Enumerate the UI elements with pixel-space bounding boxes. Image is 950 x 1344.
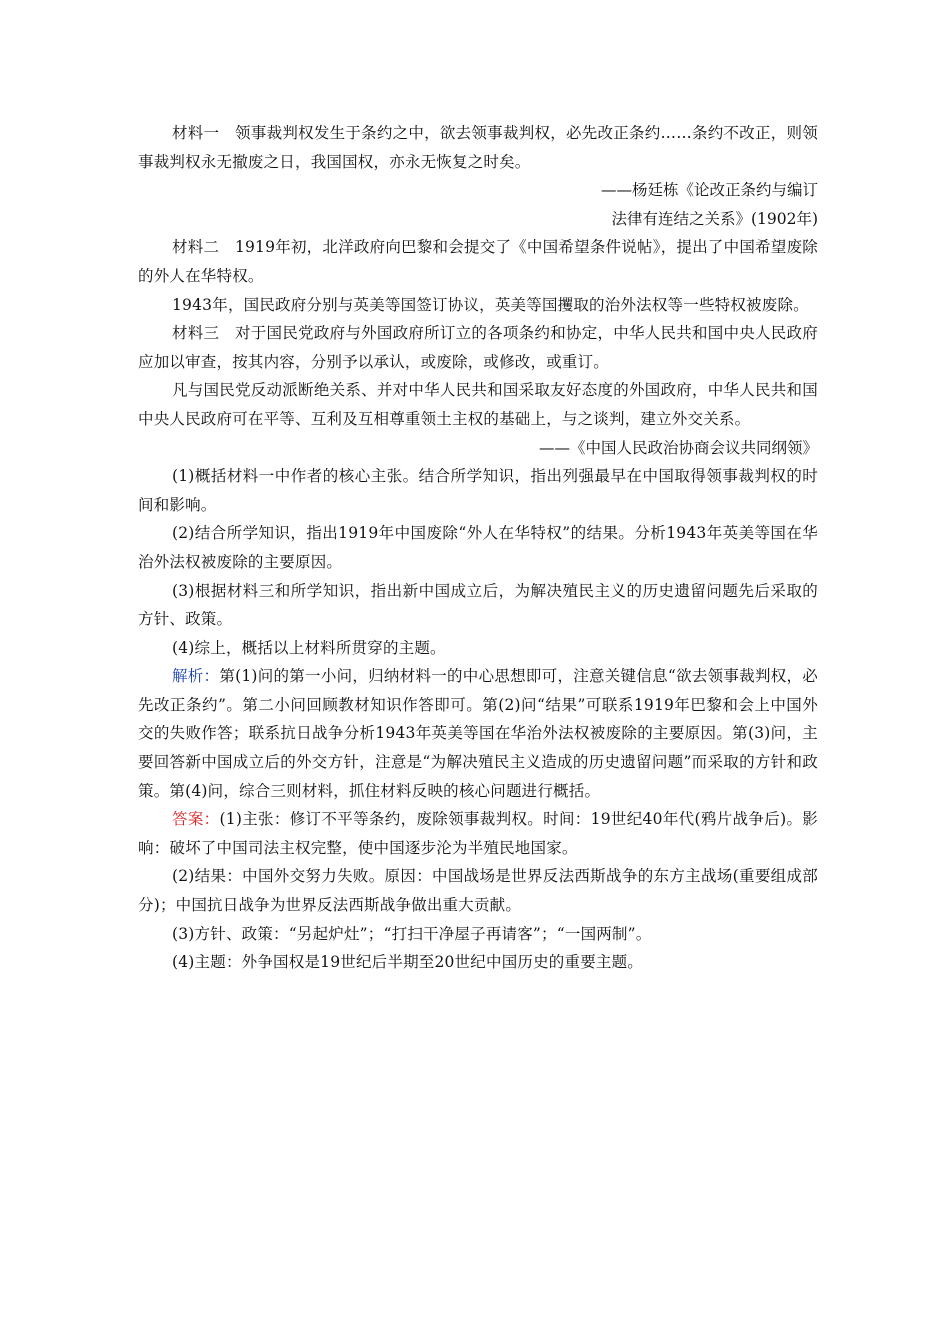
- material-3: [138, 319, 818, 376]
- material-3-citation: ——《中国人民政治协商会议共同纲领》: [538, 438, 818, 457]
- material-2-label: 材料二: [172, 238, 220, 257]
- question-3: (3)根据材料三和所学知识，指出新中国成立后，为解决殖民主义的历史遗留问题先后采取的方针、政策。: [138, 581, 818, 629]
- material-1-citation-line2: 法律有连结之关系》(1902年): [611, 209, 818, 228]
- material-1-text: 领事裁判权发生于条约之中，欲去领事裁判权，必先改正条约……条约不改正，则领事裁判权永无撤废之日，我国国权，亦永无恢复之时矣。: [138, 124, 818, 171]
- answer-1-text: (1)主张：修订不平等条约，废除领事裁判权。时间：19世纪40年代(鸦片战争后)。影响：破坏了中国司法主权完整，使中国逐步沦为半殖民地国家。: [138, 810, 818, 857]
- material-1: [138, 119, 818, 176]
- question-1: (1)概括材料一中作者的核心主张。结合所学知识，指出列强最早在中国取得领事裁判权的时间和影响。: [138, 467, 818, 514]
- material-3-text: 对于国民党政府与外国政府所订立的各项条约和协定，中华人民共和国中央人民政府应加以审查，按其内容，分别予以承认，或废除，或修改，或重订。: [138, 324, 819, 371]
- analysis-label: 解析：: [172, 667, 220, 686]
- document-page: [138, 119, 818, 977]
- material-1-label: 材料一: [172, 124, 220, 142]
- answer-4: (4)主题：外争国权是19世纪后半期至20世纪中国历史的重要主题。: [172, 953, 644, 972]
- material-3-label: 材料三: [172, 324, 220, 343]
- answer-3: (3)方针、政策：“另起炉灶”；“打扫干净屋子再请客”；“一国两制”。: [172, 924, 652, 943]
- answer-label: 答案：: [172, 810, 220, 829]
- analysis-text: 第(1)问的第一小问，归纳材料一的中心思想即可，注意关键信息“欲去领事裁判权，必先改正条约”。第二小问回顾教材知识作答即可。第(2)问“结果”可联系1919年巴黎和会上中国外交的失败作答；联系抗日战争分析1943年英美等国在华治外法权被废除的主要原因。第(3)问，主要回答新中国成立后的外交方针，注意是“为解决殖民主义造成的历史遗留问题”而采取的方针和政策。第(4)问，综合三则材料，抓住材料反映的核心问题进行概括。: [138, 667, 818, 800]
- material-2-text: 1919年初，北洋政府向巴黎和会提交了《中国希望条件说帖》，提出了中国希望废除的外人在华特权。: [138, 238, 819, 285]
- answer-1: [138, 805, 818, 862]
- material-1-citation-line1: ——杨廷栋《论改正条约与编订: [600, 181, 818, 200]
- answer-2: (2)结果：中国外交努力失败。原因：中国战场是世界反法西斯战争的东方主战场(重要组成部分)；中国抗日战争为世界反法西斯战争做出重大贡献。: [138, 867, 818, 915]
- material-2-paragraph-2: 1943年，国民政府分别与英美等国签订协议，英美等国攫取的治外法权等一些特权被废除。: [172, 295, 809, 314]
- question-4: (4)综上，概括以上材料所贯穿的主题。: [172, 638, 446, 657]
- material-2: [138, 233, 818, 290]
- analysis: [138, 662, 818, 805]
- material-3-paragraph-2: 凡与国民党反动派断绝关系、并对中华人民共和国采取友好态度的外国政府，中华人民共和国中央人民政府可在平等、互利及互相尊重领土主权的基础上，与之谈判，建立外交关系。: [138, 381, 818, 428]
- question-2: (2)结合所学知识，指出1919年中国废除“外人在华特权”的结果。分析1943年英美等国在华治外法权被废除的主要原因。: [138, 524, 818, 571]
